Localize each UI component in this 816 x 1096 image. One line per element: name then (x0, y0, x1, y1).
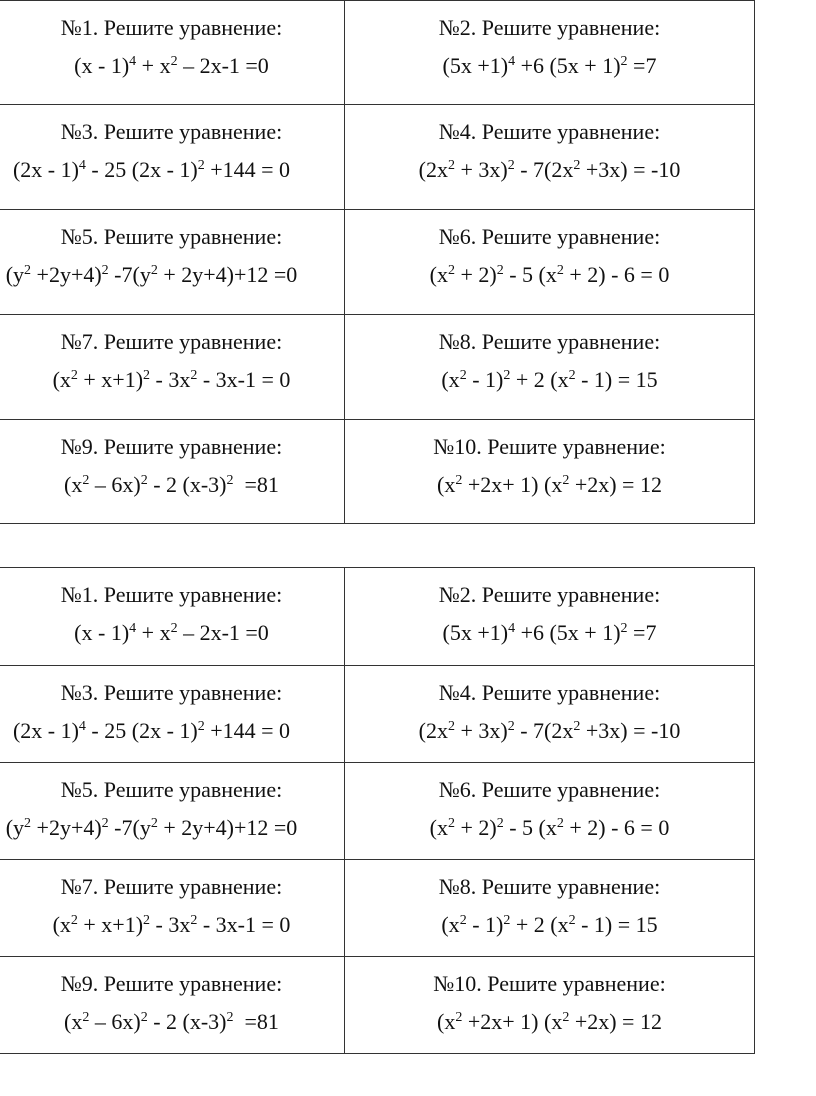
task-equation: $(x^2 +2x+ 1)$ $(x^2 +2x) = 12$ (437, 1009, 662, 1034)
task-title: №2. Решите уравнение: (438, 15, 661, 40)
task-title: №10. Решите уравнение: (433, 434, 666, 459)
task-cell (345, 105, 755, 210)
task-title: №8. Решите уравнение: (438, 329, 661, 354)
task-title: №6. Решите уравнение: (438, 224, 661, 249)
task-title: №2. Решите уравнение: (438, 582, 661, 607)
task-title: №4. Решите уравнение: (438, 680, 661, 705)
task-cell (345, 763, 755, 860)
task-title: №3. Решите уравнение: (60, 680, 283, 705)
task-equation: $(2x^2 + 3x)^2 - 7(2x^2 +3x) = -10$ (418, 157, 681, 182)
task-title: №8. Решите уравнение: (438, 874, 661, 899)
task-equation: $(x^2 + x+1)^2 - 3x^2 - 3x-1 = 0$ (52, 367, 291, 392)
task-cell (0, 105, 345, 210)
task-equation: $(x^2 - 1)^2 + 2$ $(x^2 - 1) = 15$ (441, 912, 658, 937)
task-equation: $(5x +1)^4 +6$ $(5x + 1)^2 =7$ (442, 620, 657, 645)
task-equation: $(x - 1)^4 + x^2 - 2x-1 =0$ (74, 620, 269, 645)
task-equation: (2x - 1)$^4$ - 25 (2x - 1)$^2$ +144 = 0 (12, 718, 291, 743)
task-cell (345, 860, 755, 957)
task-title: №7. Решите уравнение: (60, 329, 283, 354)
task-equation: $(x^2 + 2)^2 - 5$ $(x^2 + 2) - 6 = 0$ (429, 262, 670, 287)
task-title: №10. Решите уравнение: (433, 971, 666, 996)
task-cell (345, 210, 755, 315)
worksheet-table-1 (0, 0, 755, 524)
task-equation: $(x^2 - 6x)^2 - 2$ $(x-3)^2 =81$ (64, 472, 279, 497)
task-title: №1. Решите уравнение: (60, 582, 283, 607)
task-equation: $(x^2 - 1)^2 + 2$ $(x^2 - 1) = 15$ (441, 367, 658, 392)
worksheet-table-2 (0, 567, 755, 1054)
task-equation: $(5x +1)^4 +6$ $(5x + 1)^2 =7$ (442, 53, 657, 78)
task-title: №7. Решите уравнение: (60, 874, 283, 899)
task-cell (0, 568, 345, 666)
task-cell (345, 1, 755, 105)
task-title: №6. Решите уравнение: (438, 777, 661, 802)
task-title: №9. Решите уравнение: (60, 971, 283, 996)
task-cell (0, 763, 345, 860)
task-cell (345, 957, 755, 1054)
task-equation: $(x^2 +2x+ 1)$ $(x^2 +2x) = 12$ (437, 472, 662, 497)
task-title: №4. Решите уравнение: (438, 119, 661, 144)
task-equation: $(x^2 + 2)^2 - 5$ $(x^2 + 2) - 6 = 0$ (429, 815, 670, 840)
task-equation: $(x^2 - 6x)^2 - 2$ $(x-3)^2 =81$ (64, 1009, 279, 1034)
task-cell (0, 1, 345, 105)
task-cell (0, 957, 345, 1054)
task-cell (345, 666, 755, 763)
task-equation: $(x^2 + x+1)^2 - 3x^2 - 3x-1 = 0$ (52, 912, 291, 937)
task-cell (0, 210, 345, 315)
task-cell (0, 420, 345, 524)
task-title: №9. Решите уравнение: (60, 434, 283, 459)
task-cell (345, 420, 755, 524)
task-title: №1. Решите уравнение: (60, 15, 283, 40)
task-cell (0, 860, 345, 957)
task-cell (0, 666, 345, 763)
task-equation: $(2x^2 + 3x)^2 - 7(2x^2 +3x) = -10$ (418, 718, 681, 743)
task-equation: $(y^2 +2y+4)^2$ $-7(y^2 + 2y+4)+12 =0$ (5, 815, 298, 840)
task-title: №3. Решите уравнение: (60, 119, 283, 144)
task-cell (345, 568, 755, 666)
task-equation: $(y^2 +2y+4)^2$ $-7(y^2 + 2y+4)+12 =0$ (5, 262, 298, 287)
task-title: №5. Решите уравнение: (60, 777, 283, 802)
task-equation: $(x - 1)^4 + x^2 - 2x-1 =0$ (74, 53, 269, 78)
task-cell (0, 315, 345, 420)
task-cell (345, 315, 755, 420)
task-title: №5. Решите уравнение: (60, 224, 283, 249)
task-equation: (2x - 1)$^4$ - 25 (2x - 1)$^2$ +144 = 0 (12, 157, 291, 182)
